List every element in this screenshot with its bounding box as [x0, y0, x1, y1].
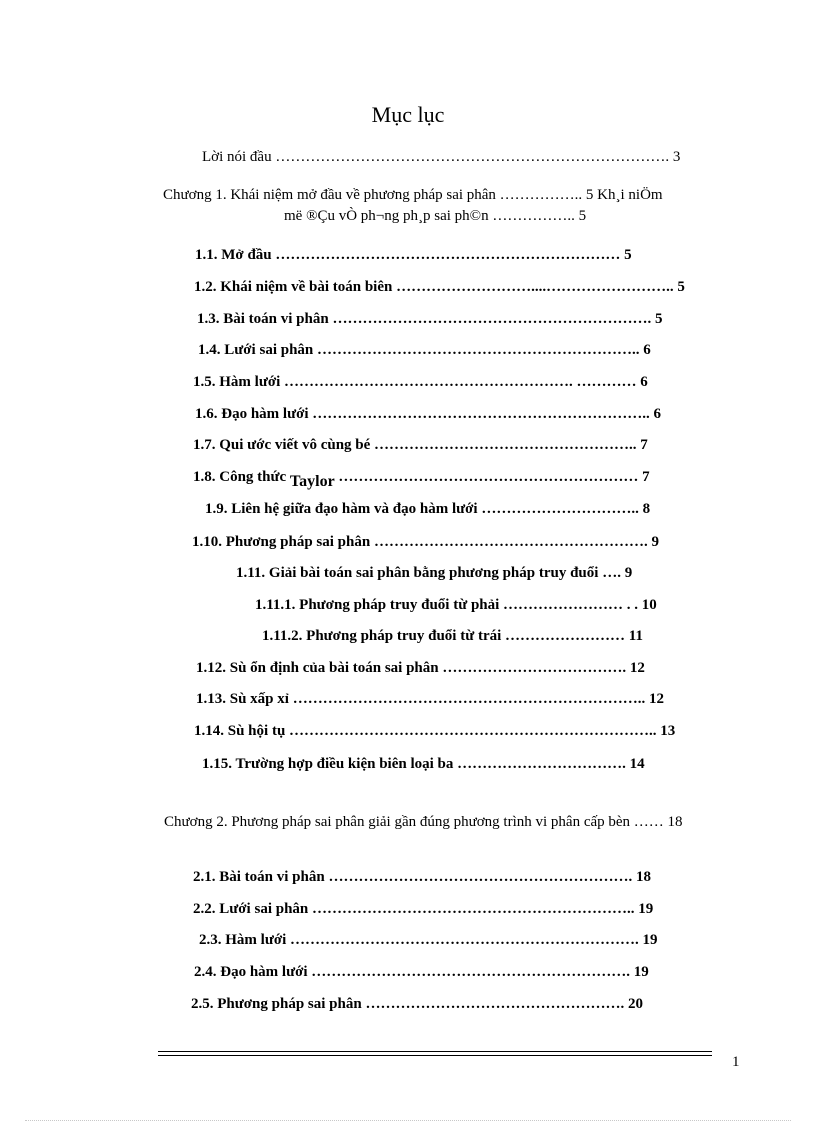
- toc-item-1-8: [193, 468, 650, 490]
- toc-item-1-3: 1.3. Bài toán vi phân ………………………………………………………. 5: [197, 311, 663, 327]
- toc-item-2-4: 2.4. Đạo hàm lưới ………………………………………………………. 19: [194, 964, 649, 980]
- footer-divider: [158, 1051, 712, 1056]
- toc-chapter-1-line-2: më ®Çu vÒ ph¬ng ph¸p sai ph©n …………….. 5: [284, 208, 587, 224]
- toc-item-1-10: 1.10. Phương pháp sai phân ………………………………………………. 9: [192, 534, 659, 550]
- toc-item-2-1: 2.1. Bài toán vi phân ……………………………………………………. 18: [193, 869, 651, 885]
- page-title: Mục lục: [371, 102, 445, 127]
- toc-preface: Lời nói đầu ……………………………………………………………………. 3: [202, 149, 681, 165]
- toc-chapter-1-line-1: Chương 1. Khái niệm mở đầu về phương pháp sai phân …………….. 5 Kh¸i niÖm: [163, 187, 663, 203]
- toc-item-1-9: 1.9. Liên hệ giữa đạo hàm và đạo hàm lưới ………………………….. 8: [205, 501, 651, 517]
- toc-item-1-14: 1.14. Sù hội tụ ……………………………………………………………….. 13: [194, 723, 676, 739]
- toc-item-1-8-taylor: Taylor: [289, 473, 335, 490]
- page-number: 1: [732, 1054, 740, 1070]
- toc-item-1-15: 1.15. Trường hợp điều kiện biên loại ba ……………………………. 14: [202, 756, 645, 772]
- page-break-line: [25, 1120, 791, 1121]
- toc-item-1-5: 1.5. Hàm lưới …………………………………………………. ………… 6: [193, 374, 648, 390]
- toc-item-2-5: 2.5. Phương pháp sai phân ……………………………………………. 20: [191, 996, 643, 1012]
- toc-item-1-7: 1.7. Qui ước viết vô cùng bé …………………………………………….. 7: [193, 437, 648, 453]
- toc-item-1-8-prefix: 1.8. Công thức: [193, 469, 290, 485]
- toc-item-1-11: 1.11. Giải bài toán sai phân bằng phương pháp truy đuổi …. 9: [236, 565, 633, 581]
- toc-item-1-8-suffix: …………………………………………………… 7: [334, 469, 650, 485]
- toc-item-1-13: 1.13. Sù xấp xỉ …………………………………………………………….. 12: [196, 691, 664, 707]
- toc-item-1-6: 1.6. Đạo hàm lưới ………………………………………………………….. 6: [195, 406, 662, 422]
- toc-item-1-2: 1.2. Khái niệm về bài toán biên ………………………....…………………….. 5: [194, 279, 685, 295]
- toc-item-1-4: 1.4. Lưới sai phân ……………………………………………………….. 6: [198, 342, 651, 358]
- toc-item-2-3: 2.3. Hàm lưới ……………………………………………………………. 19: [199, 932, 658, 948]
- toc-item-2-2: 2.2. Lưới sai phân ……………………………………………………….. 19: [193, 901, 654, 917]
- toc-chapter-2: Chương 2. Phương pháp sai phân giải gần đúng phương trình vi phân cấp bèn …… 18: [164, 814, 683, 830]
- toc-item-1-12: 1.12. Sù ổn định của bài toán sai phân ………………………………. 12: [196, 660, 645, 676]
- toc-item-1-1: 1.1. Mở đầu …………………………………………………………… 5: [195, 247, 632, 263]
- toc-item-1-11-1: 1.11.1. Phương pháp truy đuổi từ phải …………………… . . 10: [255, 597, 657, 613]
- toc-item-1-11-2: 1.11.2. Phương pháp truy đuổi từ trái …………………… 11: [262, 628, 643, 644]
